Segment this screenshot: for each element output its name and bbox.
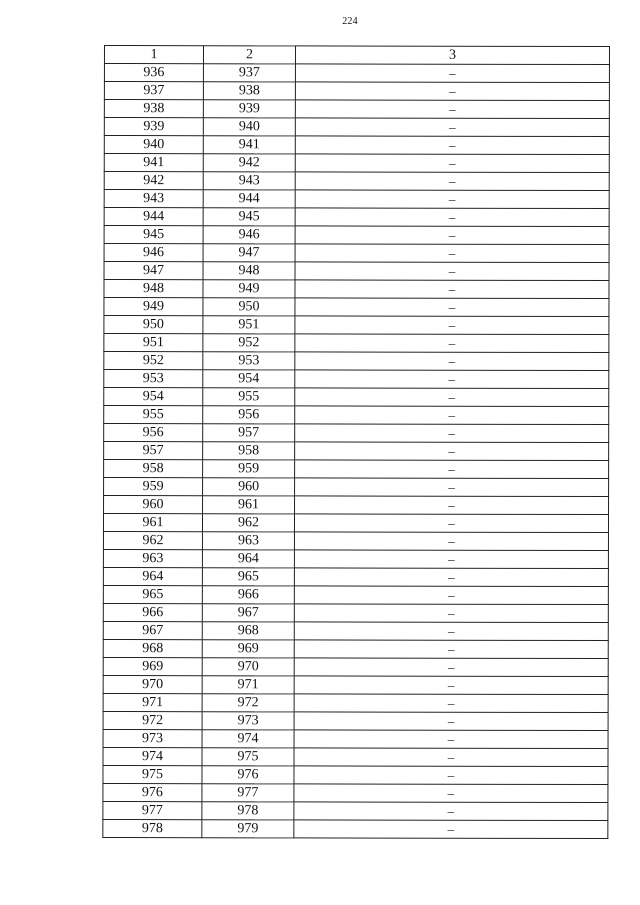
table-row xyxy=(104,316,609,335)
column-header-1: 1 xyxy=(104,46,203,64)
table-cell-col-2: 963 xyxy=(202,532,294,550)
table-cell-col-1: 962 xyxy=(103,532,202,550)
table-cell-col-3: – xyxy=(295,226,609,245)
table-row xyxy=(104,388,609,407)
table-row xyxy=(103,532,608,551)
table-cell-col-3: – xyxy=(295,136,609,155)
table-cell-col-1: 964 xyxy=(103,567,202,585)
table-cell-col-3: – xyxy=(295,442,609,461)
table-cell-col-1: 942 xyxy=(104,172,203,190)
table-cell-col-1: 948 xyxy=(104,280,203,298)
table-cell-col-1: 946 xyxy=(104,244,203,262)
table-cell-col-2: 944 xyxy=(203,190,295,208)
table-cell-col-3: – xyxy=(295,190,609,209)
table-cell-col-3: – xyxy=(295,424,609,443)
table-cell-col-1: 953 xyxy=(104,370,203,388)
table-cell-col-2: 955 xyxy=(203,388,295,406)
table-cell-col-2: 947 xyxy=(203,244,295,262)
table-row xyxy=(104,226,609,245)
table-row xyxy=(103,585,608,604)
table-cell-col-1: 947 xyxy=(104,262,203,280)
table-cell-col-3: – xyxy=(295,388,609,407)
table-cell-col-3: – xyxy=(295,334,609,353)
table-cell-col-3: – xyxy=(295,298,609,317)
table-cell-col-2: 956 xyxy=(203,406,295,424)
table-cell-col-1: 965 xyxy=(103,585,202,603)
table-row xyxy=(104,460,609,479)
table-cell-col-2: 969 xyxy=(202,640,294,658)
table-row xyxy=(103,783,608,802)
table-cell-col-2: 949 xyxy=(203,280,295,298)
table-row xyxy=(104,442,609,461)
table-cell-col-1: 976 xyxy=(103,783,202,801)
table-cell-col-1: 937 xyxy=(104,82,203,100)
table-cell-col-1: 973 xyxy=(103,729,202,747)
table-row xyxy=(103,603,608,622)
table-row xyxy=(104,172,609,191)
table-cell-col-2: 964 xyxy=(202,550,294,568)
table-row xyxy=(103,514,608,533)
table-cell-col-3: – xyxy=(294,622,608,641)
table-cell-col-2: 951 xyxy=(203,316,295,334)
table-cell-col-1: 957 xyxy=(104,442,203,460)
table-row xyxy=(104,154,609,173)
table-cell-col-3: – xyxy=(294,532,608,551)
table-cell-col-2: 977 xyxy=(202,784,294,802)
table-cell-col-3: – xyxy=(294,640,608,659)
table-cell-col-2: 961 xyxy=(203,496,295,514)
table-cell-col-2: 975 xyxy=(202,748,294,766)
table-cell-col-2: 946 xyxy=(203,226,295,244)
table-cell-col-3: – xyxy=(295,406,609,425)
table-cell-col-2: 942 xyxy=(203,154,295,172)
table-cell-col-2: 967 xyxy=(202,604,294,622)
table-cell-col-2: 941 xyxy=(203,136,295,154)
table-cell-col-3: – xyxy=(295,82,609,101)
table-cell-col-2: 953 xyxy=(203,352,295,370)
page-number: 224 xyxy=(342,16,358,27)
data-table xyxy=(102,45,610,839)
table-row xyxy=(103,639,608,658)
table-row xyxy=(104,262,609,281)
table-row xyxy=(104,478,609,497)
table-row xyxy=(103,621,608,640)
table-cell-col-2: 950 xyxy=(203,298,295,316)
table-row xyxy=(103,567,608,586)
table-row xyxy=(103,765,608,784)
table-cell-col-2: 978 xyxy=(202,802,294,820)
table-cell-col-1: 975 xyxy=(103,765,202,783)
table-cell-col-3: – xyxy=(295,262,609,281)
table-row xyxy=(103,819,608,838)
table-cell-col-1: 945 xyxy=(104,226,203,244)
table-cell-col-2: 943 xyxy=(203,172,295,190)
table-cell-col-1: 940 xyxy=(104,136,203,154)
table-cell-col-1: 955 xyxy=(104,406,203,424)
table-cell-col-3: – xyxy=(295,316,609,335)
table-cell-col-3: – xyxy=(294,694,608,713)
table-cell-col-2: 966 xyxy=(202,586,294,604)
table-row xyxy=(104,208,609,227)
table-cell-col-1: 944 xyxy=(104,208,203,226)
table-cell-col-3: – xyxy=(295,496,609,515)
table-row xyxy=(104,352,609,371)
table-cell-col-3: – xyxy=(294,802,608,821)
table-cell-col-3: – xyxy=(294,604,608,623)
table-cell-col-3: – xyxy=(295,370,609,389)
table-cell-col-2: 965 xyxy=(202,568,294,586)
table-cell-col-3: – xyxy=(295,118,609,137)
table-cell-col-2: 973 xyxy=(202,712,294,730)
table-cell-col-1: 949 xyxy=(104,298,203,316)
table-row xyxy=(103,747,608,766)
table-header xyxy=(104,46,609,65)
table-row xyxy=(104,244,609,263)
table-cell-col-1: 966 xyxy=(103,603,202,621)
table-cell-col-3: – xyxy=(295,100,609,119)
table-cell-col-1: 943 xyxy=(104,190,203,208)
table-cell-col-1: 968 xyxy=(103,639,202,657)
table-cell-col-1: 951 xyxy=(104,334,203,352)
table-cell-col-2: 970 xyxy=(202,658,294,676)
table-cell-col-3: – xyxy=(295,280,609,299)
table-cell-col-1: 963 xyxy=(103,549,202,567)
table-cell-col-1: 971 xyxy=(103,693,202,711)
table-row xyxy=(103,729,608,748)
table-row xyxy=(104,370,609,389)
table-cell-col-1: 967 xyxy=(103,621,202,639)
table-cell-col-1: 939 xyxy=(104,118,203,136)
table-cell-col-2: 959 xyxy=(203,460,295,478)
table-cell-col-3: – xyxy=(295,244,609,263)
table-cell-col-1: 970 xyxy=(103,675,202,693)
table-cell-col-1: 972 xyxy=(103,711,202,729)
table-row xyxy=(104,496,609,515)
table-cell-col-2: 945 xyxy=(203,208,295,226)
table-cell-col-1: 977 xyxy=(103,801,202,819)
table-body xyxy=(103,64,610,839)
column-header-2: 2 xyxy=(203,46,295,64)
table-row xyxy=(104,64,609,83)
table-cell-col-3: – xyxy=(295,460,609,479)
table-row xyxy=(103,711,608,730)
table-cell-col-3: – xyxy=(294,784,608,803)
table-cell-col-3: – xyxy=(295,64,609,83)
table-row xyxy=(104,136,609,155)
table-row xyxy=(104,424,609,443)
table-cell-col-3: – xyxy=(294,712,608,731)
table-cell-col-3: – xyxy=(294,658,608,677)
table-cell-col-2: 976 xyxy=(202,766,294,784)
table-cell-col-2: 954 xyxy=(203,370,295,388)
table-row xyxy=(104,280,609,299)
table-cell-col-2: 960 xyxy=(203,478,295,496)
table-cell-col-2: 937 xyxy=(203,64,295,82)
table-cell-col-1: 958 xyxy=(104,460,203,478)
header-row xyxy=(104,46,609,65)
table-cell-col-3: – xyxy=(294,748,608,767)
table-cell-col-3: – xyxy=(294,550,608,569)
table-cell-col-1: 978 xyxy=(103,819,202,837)
table-cell-col-3: – xyxy=(294,730,608,749)
table-cell-col-2: 940 xyxy=(203,118,295,136)
table-row xyxy=(103,675,608,694)
table-row xyxy=(104,100,609,119)
table-cell-col-3: – xyxy=(294,568,608,587)
table-cell-col-2: 957 xyxy=(203,424,295,442)
table-cell-col-1: 959 xyxy=(104,478,203,496)
table-cell-col-2: 958 xyxy=(203,442,295,460)
table-cell-col-1: 954 xyxy=(104,388,203,406)
table-cell-col-2: 962 xyxy=(202,514,294,532)
table-cell-col-1: 950 xyxy=(104,316,203,334)
table-cell-col-3: – xyxy=(295,208,609,227)
table-cell-col-1: 936 xyxy=(104,64,203,82)
table-cell-col-2: 948 xyxy=(203,262,295,280)
table-cell-col-2: 971 xyxy=(202,676,294,694)
table-cell-col-3: – xyxy=(295,154,609,173)
table-cell-col-2: 972 xyxy=(202,694,294,712)
table-cell-col-1: 961 xyxy=(103,514,202,532)
table-row xyxy=(104,118,609,137)
table-row xyxy=(104,190,609,209)
table-cell-col-2: 952 xyxy=(203,334,295,352)
table-cell-col-3: – xyxy=(295,172,609,191)
table-cell-col-3: – xyxy=(294,766,608,785)
table-cell-col-2: 938 xyxy=(203,82,295,100)
table-row xyxy=(103,693,608,712)
table-cell-col-1: 969 xyxy=(103,657,202,675)
table-cell-col-1: 938 xyxy=(104,100,203,118)
table-row xyxy=(104,334,609,353)
table-cell-col-2: 968 xyxy=(202,622,294,640)
table-row xyxy=(103,801,608,820)
table-cell-col-1: 941 xyxy=(104,154,203,172)
table-cell-col-1: 952 xyxy=(104,352,203,370)
table-cell-col-2: 974 xyxy=(202,730,294,748)
table-row xyxy=(104,406,609,425)
table-cell-col-3: – xyxy=(294,514,608,533)
table-cell-col-1: 960 xyxy=(104,496,203,514)
table-cell-col-2: 939 xyxy=(203,100,295,118)
column-header-3: 3 xyxy=(295,46,609,65)
table-cell-col-2: 979 xyxy=(202,820,294,838)
table-row xyxy=(103,549,608,568)
table-cell-col-3: – xyxy=(294,676,608,695)
table-cell-col-3: – xyxy=(294,586,608,605)
table-row xyxy=(104,82,609,101)
table-cell-col-3: – xyxy=(295,478,609,497)
table-cell-col-1: 974 xyxy=(103,747,202,765)
table-row xyxy=(104,298,609,317)
table-row xyxy=(103,657,608,676)
table-cell-col-3: – xyxy=(295,352,609,371)
table-cell-col-3: – xyxy=(294,820,608,839)
table-cell-col-1: 956 xyxy=(104,424,203,442)
